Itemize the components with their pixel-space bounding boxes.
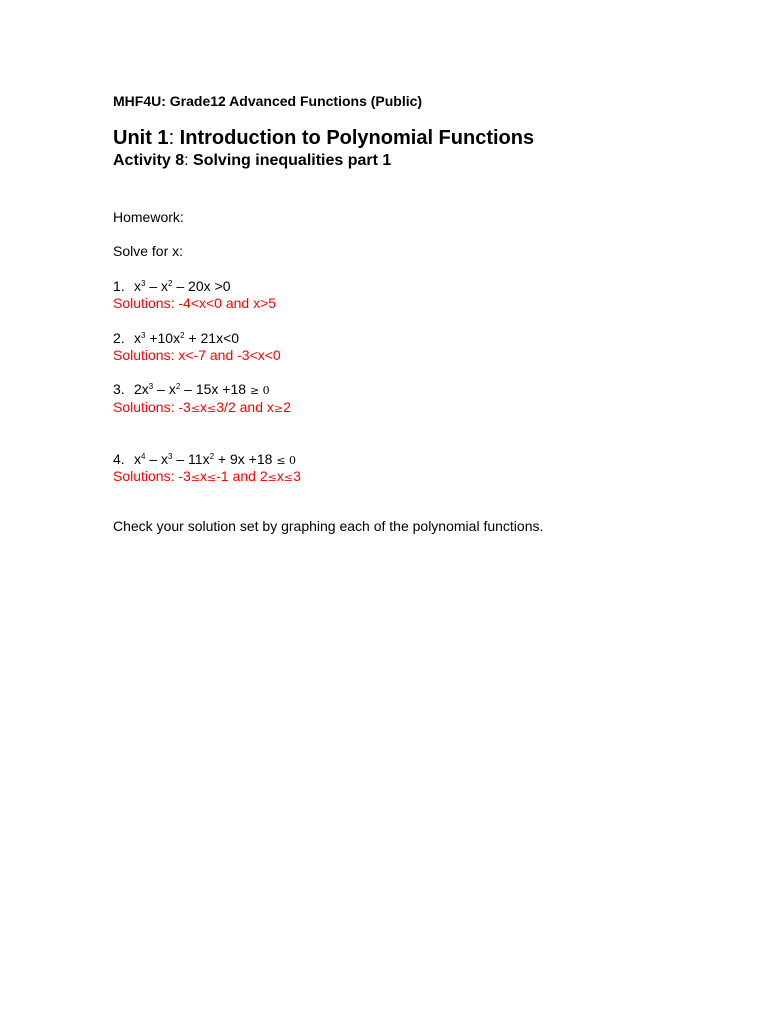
problem-2-number: 2. — [113, 330, 125, 346]
activity-colon: : — [184, 152, 189, 169]
activity-label: Activity 8 — [113, 152, 185, 169]
instruction-text: Solve for x: — [113, 243, 184, 259]
problem-4-expression: $x^4 - x^3 - 11x^2 + 9x +18 \le 0$ — [134, 451, 297, 467]
activity-heading — [113, 152, 391, 170]
unit-colon: : — [168, 127, 175, 149]
problem-3-equation — [113, 381, 270, 399]
problem-1-expression: $x^3 - x^2 - 20x >0$ — [134, 278, 231, 294]
problem-3-expression: $2x^3 - x^2 - 15x +18 \ge 0$ — [134, 381, 270, 397]
activity-title: Solving inequalities part 1 — [188, 152, 392, 169]
problem-3-solution: Solutions: -3≤x≤3/2 and x≥2 — [113, 399, 291, 415]
problem-4-solution: Solutions: -3≤x≤-1 and 2≤x≤3 — [113, 468, 301, 484]
problem-2-equation — [113, 330, 239, 347]
problem-2-expression: $x^3 +10x^2 + 21x<0$ — [134, 330, 240, 346]
problem-4-number: 4. — [113, 451, 125, 467]
problem-2-solution: Solutions: x<-7 and -3<x<0 — [113, 347, 281, 363]
course-title: MHF4U: Grade12 Advanced Functions (Public) — [113, 93, 423, 109]
unit-title: Introduction to Polynomial Functions — [174, 127, 535, 149]
homework-label: Homework: — [113, 209, 184, 225]
closing-instruction: Check your solution set by graphing each of the polynomial functions. — [113, 518, 544, 534]
problem-1-number: 1. — [113, 278, 125, 294]
problem-4-equation — [113, 451, 296, 469]
problem-1-solution: Solutions: -4<x<0 and x>5 — [113, 295, 277, 311]
unit-heading — [113, 127, 534, 150]
unit-label: Unit 1 — [113, 127, 169, 149]
problem-3-number: 3. — [113, 381, 125, 397]
problem-1-equation — [113, 278, 230, 295]
